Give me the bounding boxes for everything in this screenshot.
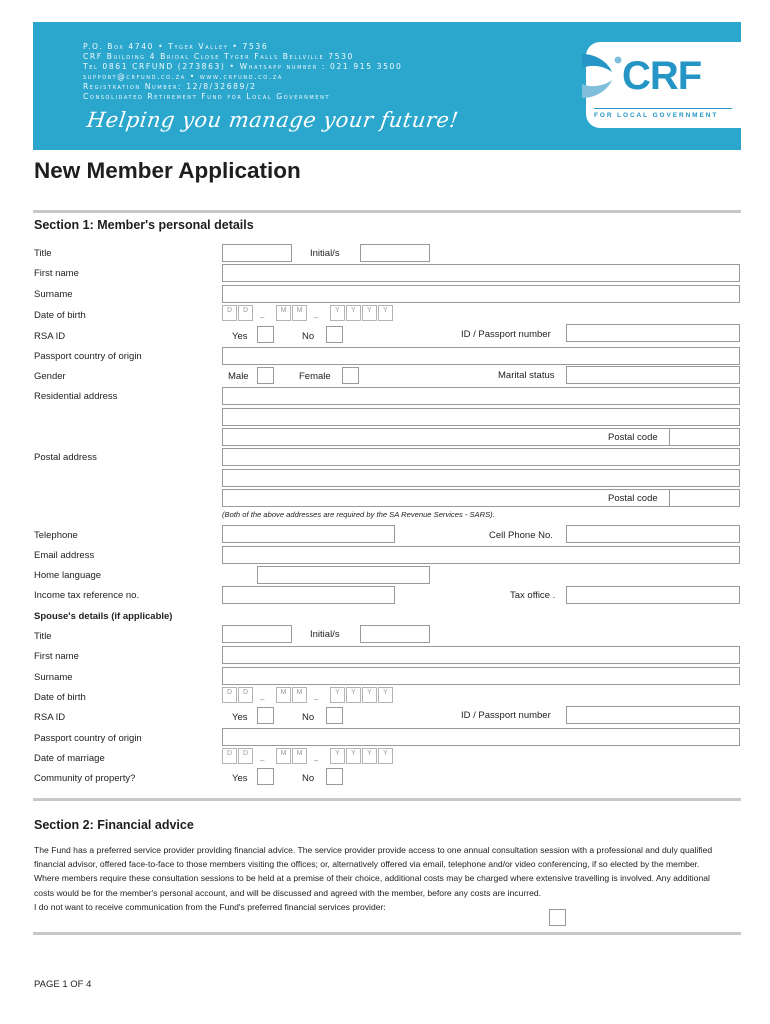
id-passport-label: ID / Passport number <box>461 329 551 340</box>
date-digit-cell[interactable]: Y <box>330 305 345 321</box>
yes-label: Yes <box>232 331 248 342</box>
address-line: Registration Number: 12/8/32689/2 <box>83 82 257 91</box>
email-field[interactable] <box>222 546 740 564</box>
section1-heading: Section 1: Member's personal details <box>34 218 254 232</box>
crf-swirl-icon <box>578 48 628 104</box>
tax-office-field[interactable] <box>566 586 740 604</box>
community-no-checkbox[interactable] <box>326 768 343 785</box>
id-passport-field[interactable] <box>566 324 740 342</box>
rsa-id-no-checkbox[interactable] <box>326 326 343 343</box>
first-name-label: First name <box>34 268 79 279</box>
date-digit-cell[interactable]: M <box>292 687 307 703</box>
spouse-surname-field[interactable] <box>222 667 740 685</box>
spouse-rsa-id-yes-checkbox[interactable] <box>257 707 274 724</box>
date-separator: – <box>260 695 265 704</box>
date-separator: – <box>260 756 265 765</box>
address-line: Consolidated Retirement Fund for Local Government <box>83 92 331 101</box>
date-digit-cell[interactable]: Y <box>362 748 377 764</box>
cell-label: Cell Phone No. <box>489 530 553 541</box>
telephone-label: Telephone <box>34 530 78 541</box>
page-footer: PAGE 1 OF 4 <box>34 979 92 990</box>
marital-field[interactable] <box>566 366 740 384</box>
spouse-dob-label: Date of birth <box>34 692 86 703</box>
postal-code-label: Postal code <box>608 493 658 504</box>
date-digit-cell[interactable]: Y <box>330 748 345 764</box>
spouse-first-name-label: First name <box>34 651 79 662</box>
community-label: Community of property? <box>34 773 136 784</box>
surname-field[interactable] <box>222 285 740 303</box>
postal-code-label: Postal code <box>608 432 658 443</box>
address-line: support@crfund.co.za • www.crfund.co.za <box>83 72 283 81</box>
date-digit-cell[interactable]: Y <box>346 748 361 764</box>
postal-line-3[interactable] <box>222 489 740 507</box>
passport-country-label: Passport country of origin <box>34 351 142 362</box>
date-digit-cell[interactable]: M <box>276 687 291 703</box>
first-name-field[interactable] <box>222 264 740 282</box>
postal-postal-code[interactable] <box>669 489 740 507</box>
date-digit-cell[interactable]: Y <box>346 305 361 321</box>
spouse-passport-country-label: Passport country of origin <box>34 733 142 744</box>
date-separator: – <box>314 756 319 765</box>
male-label: Male <box>228 371 249 382</box>
no-label: No <box>302 331 315 342</box>
date-digit-cell[interactable]: M <box>292 305 307 321</box>
male-checkbox[interactable] <box>257 367 274 384</box>
initials-label: Initial/s <box>310 248 340 259</box>
residential-line-3[interactable] <box>222 428 740 446</box>
female-checkbox[interactable] <box>342 367 359 384</box>
logo <box>586 42 741 128</box>
spouse-title-field[interactable] <box>222 625 292 643</box>
gender-label: Gender <box>34 371 66 382</box>
date-digit-cell[interactable]: Y <box>378 687 393 703</box>
date-digit-cell[interactable]: D <box>238 305 253 321</box>
tax-office-label: Tax office . <box>510 590 556 601</box>
date-separator: – <box>260 313 265 322</box>
sars-note: (Both of the above addresses are required by the SA Revenue Services - SARS). <box>222 510 495 519</box>
date-digit-cell[interactable]: Y <box>362 305 377 321</box>
date-digit-cell[interactable]: Y <box>378 305 393 321</box>
date-digit-cell[interactable]: Y <box>362 687 377 703</box>
address-line: P.O. Box 4740 • Tyger Valley • 7536 <box>83 42 269 51</box>
home-language-field[interactable] <box>257 566 430 584</box>
spouse-rsa-id-label: RSA ID <box>34 712 66 723</box>
logo-rule <box>594 108 732 109</box>
date-digit-cell[interactable]: Y <box>378 748 393 764</box>
date-digit-cell[interactable]: D <box>238 748 253 764</box>
telephone-field[interactable] <box>222 525 395 543</box>
email-label: Email address <box>34 550 95 561</box>
yes-label: Yes <box>232 712 248 723</box>
postal-address-label: Postal address <box>34 452 97 463</box>
address-line: Tel 0861 CRFUND (273863) • Whatsapp number : 021 915 3500 <box>83 62 403 71</box>
spouse-passport-country-field[interactable] <box>222 728 740 746</box>
marriage-date-field[interactable] <box>222 748 397 766</box>
date-digit-cell[interactable]: M <box>276 305 291 321</box>
advice-paragraph: The Fund has a preferred service provider providing financial advice. The service provider provide access to one annual consultation session with a professional and duly qualified financial advisor, offered face-to-face to those members visiting the offices; or, alternatively offered via email, telephone and/or video conferencing, if so elected by the member. Where members require these consultation sessions to be held at a premise of their choice, additional costs may be charged where extensive travelling is involved. Any additional costs would be for the member's personal account, and will be discussed and agreed with the member, before any costs are incurred. <box>34 845 713 898</box>
tagline: Helping you manage your future! <box>85 108 461 132</box>
logo-text: CRF <box>622 54 702 98</box>
date-separator: – <box>314 313 319 322</box>
initials-field[interactable] <box>360 244 430 262</box>
postal-line-2[interactable] <box>222 469 740 487</box>
section-divider <box>33 798 741 801</box>
section-divider <box>33 210 741 213</box>
dob-field[interactable] <box>222 305 397 323</box>
residential-line-2[interactable] <box>222 408 740 426</box>
title-field[interactable] <box>222 244 292 262</box>
marriage-date-label: Date of marriage <box>34 753 105 764</box>
section-divider <box>33 932 741 935</box>
marital-label: Marital status <box>498 370 555 381</box>
date-digit-cell[interactable]: D <box>222 748 237 764</box>
date-digit-cell[interactable]: D <box>222 687 237 703</box>
spouse-initials-field[interactable] <box>360 625 430 643</box>
no-label: No <box>302 712 315 723</box>
spouse-surname-label: Surname <box>34 672 73 683</box>
residential-line-1[interactable] <box>222 387 740 405</box>
spouse-initials-label: Initial/s <box>310 629 340 640</box>
date-separator: – <box>314 695 319 704</box>
passport-country-field[interactable] <box>222 347 740 365</box>
rsa-id-label: RSA ID <box>34 331 66 342</box>
spouse-rsa-id-no-checkbox[interactable] <box>326 707 343 724</box>
date-digit-cell[interactable]: D <box>238 687 253 703</box>
surname-label: Surname <box>34 289 73 300</box>
address-line: CRF Building 4 Bridal Close Tyger Falls Bellville 7530 <box>83 52 354 61</box>
spouse-heading: Spouse's details (if applicable) <box>34 611 173 622</box>
income-tax-label: Income tax reference no. <box>34 590 140 601</box>
optout-checkbox[interactable] <box>549 909 566 926</box>
optout-text: I do not want to receive communication from the Fund's preferred financial services provider: <box>34 901 386 912</box>
logo-subtitle: FOR LOCAL GOVERNMENT <box>594 112 719 119</box>
date-digit-cell[interactable]: M <box>292 748 307 764</box>
spouse-id-passport-label: ID / Passport number <box>461 710 551 721</box>
date-digit-cell[interactable]: D <box>222 305 237 321</box>
dob-label: Date of birth <box>34 310 86 321</box>
title-label: Title <box>34 248 52 259</box>
residential-postal-code[interactable] <box>669 428 740 446</box>
date-digit-cell[interactable]: Y <box>330 687 345 703</box>
income-tax-field[interactable] <box>222 586 395 604</box>
yes-label: Yes <box>232 773 248 784</box>
female-label: Female <box>299 371 331 382</box>
residential-label: Residential address <box>34 391 118 402</box>
home-language-label: Home language <box>34 570 102 581</box>
rsa-id-yes-checkbox[interactable] <box>257 326 274 343</box>
postal-line-1[interactable] <box>222 448 740 466</box>
spouse-id-passport-field[interactable] <box>566 706 740 724</box>
community-yes-checkbox[interactable] <box>257 768 274 785</box>
spouse-dob-field[interactable] <box>222 687 397 705</box>
page-title: New Member Application <box>34 158 301 183</box>
date-digit-cell[interactable]: Y <box>346 687 361 703</box>
section2-heading: Section 2: Financial advice <box>34 818 194 832</box>
spouse-title-label: Title <box>34 631 52 642</box>
cell-field[interactable] <box>566 525 740 543</box>
date-digit-cell[interactable]: M <box>276 748 291 764</box>
spouse-first-name-field[interactable] <box>222 646 740 664</box>
advice-text <box>34 843 724 914</box>
no-label: No <box>302 773 315 784</box>
